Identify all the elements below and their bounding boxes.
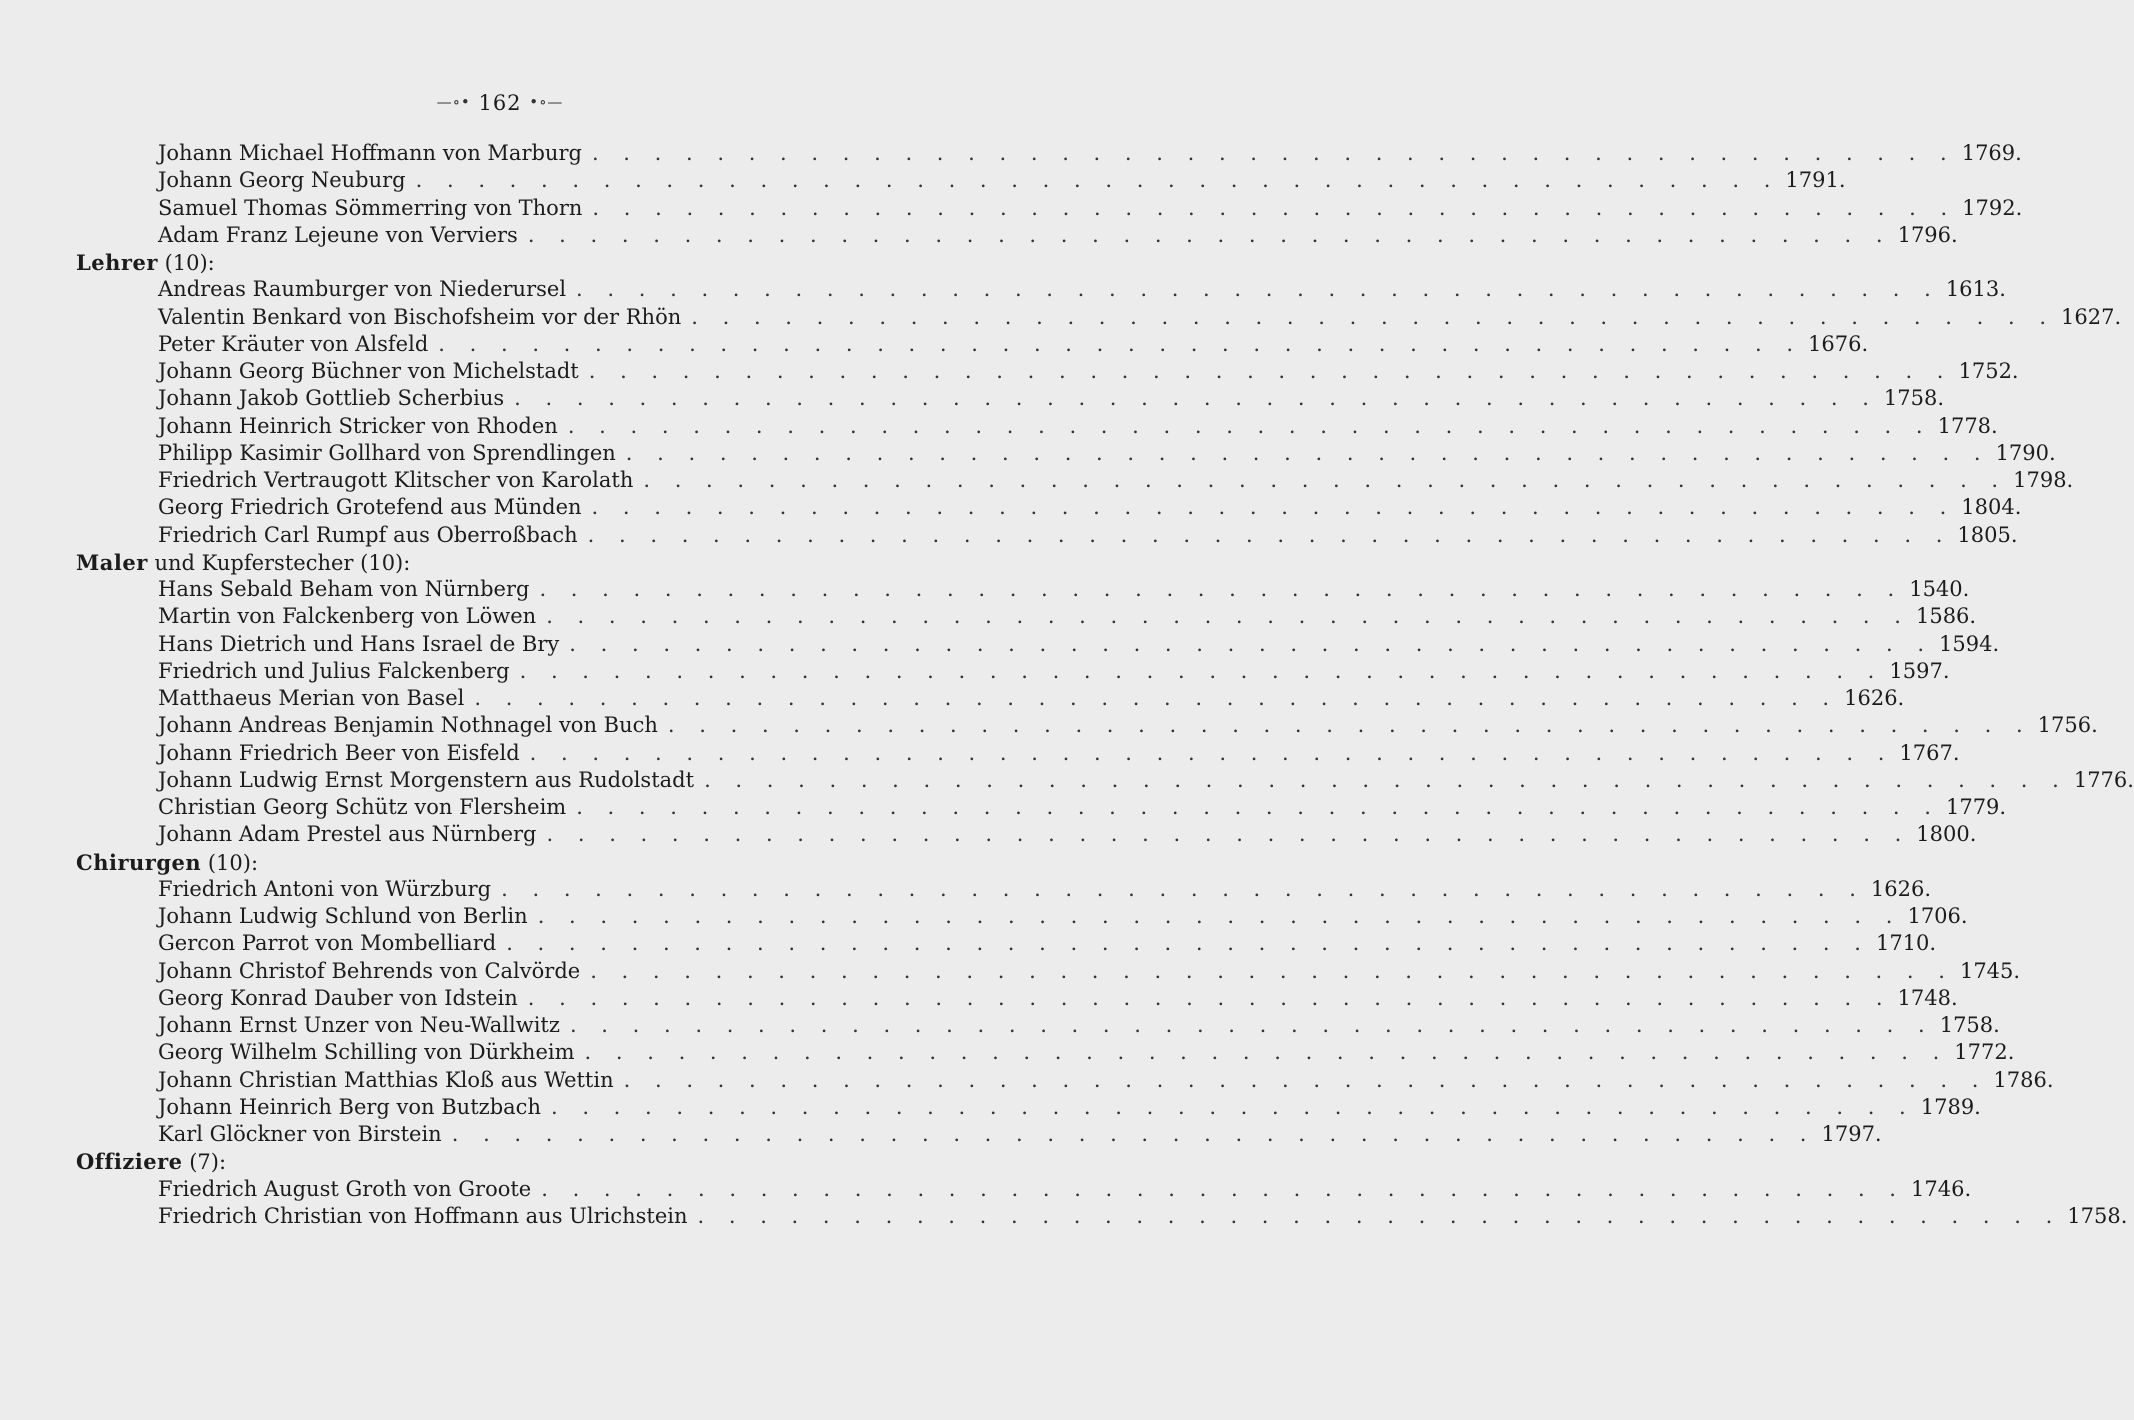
entry-name: Johann Ludwig Ernst Morgenstern aus Rudolstadt — [158, 767, 695, 792]
entry-name: Johann Georg Büchner von Michelstadt — [158, 359, 579, 383]
leader-dots: . . . . . . . . . . . . . . . . . . . . . . . . . . . . . . . . . . . . . . . . . . . . — [576, 277, 1940, 302]
entry-year: 1594. — [1939, 631, 2000, 656]
leader-dots: . . . . . . . . . . . . . . . . . . . . . . . . . . . . . . . . . . . . . . . . . . . . — [529, 740, 1894, 765]
leader-dots: . . . . . . . . . . . . . . . . . . . . . . . . . . . . . . . . . . . . . . . . . . . . — [527, 222, 1892, 247]
leader-dots: . . . . . . . . . . . . . . . . . . . . . . . . . . . . . . . . . . . . . . . . . . . . — [697, 1203, 2062, 1228]
leader-dots: . . . . . . . . . . . . . . . . . . . . . . . . . . . . . . . . . . . . . . . . . . . . — [590, 958, 1954, 983]
entry-year: 1626. — [1870, 876, 1932, 901]
entry-name: Adam Franz Lejeune von Verviers — [158, 222, 518, 247]
leader-dots: . . . . . . . . . . . . . . . . . . . . . . . . . . . . . . . . . . . . . . . . . . . . — [623, 1067, 1988, 1092]
section-heading — [0, 549, 905, 576]
entry-name: Samuel Thomas Sömmerring von Thorn — [158, 195, 583, 220]
entry-year: 1758. — [1883, 386, 1945, 411]
list-item — [0, 821, 1977, 848]
section-title: Chirurgen — [76, 849, 202, 875]
list-item — [0, 712, 2098, 739]
entry-name: Friedrich Antoni von Würzburg — [158, 876, 492, 901]
entry-name: Johann Heinrich Berg von Butzbach — [158, 1094, 541, 1119]
leader-dots: . . . . . . . . . . . . . . . . . . . . . . . . . . . . . . . . . . . . . . . . . . . . — [584, 1040, 1949, 1065]
entry-year: 1627. — [2061, 304, 2122, 329]
list-item — [0, 1039, 2015, 1066]
entry-year: 1706. — [1907, 904, 1968, 928]
header-ornament-left: —∘• — [436, 93, 471, 111]
leader-dots: . . . . . . . . . . . . . . . . . . . . . . . . . . . . . . . . . . . . . . . . . . . . — [625, 440, 1990, 465]
entry-name: Friedrich Vertraugott Klitscher von Karolath — [158, 468, 634, 492]
list-item — [0, 685, 1905, 712]
entry-year: 1791. — [1785, 168, 1846, 193]
leader-dots: . . . . . . . . . . . . . . . . . . . . . . . . . . . . . . . . . . . . . . . . . . . . — [588, 359, 1953, 383]
entry-year: 1597. — [1889, 658, 1950, 683]
leader-dots: . . . . . . . . . . . . . . . . . . . . . . . . . . . . . . . . . . . . . . . . . . . . — [592, 195, 1957, 220]
list-item — [0, 331, 1869, 358]
section-heading — [0, 249, 905, 276]
leader-dots: . . . . . . . . . . . . . . . . . . . . . . . . . . . . . . . . . . . . . . . . . . . . — [667, 713, 2032, 738]
entry-name: Johann Michael Hoffmann von Marburg — [158, 141, 582, 165]
section-heading — [0, 1148, 905, 1175]
list-item — [0, 385, 1945, 412]
entry-name: Johann Georg Neuburg — [158, 168, 406, 193]
entry-name: Johann Christian Matthias Kloß aus Wettin — [158, 1067, 614, 1092]
section-title-suffix: und Kupferstecher — [154, 550, 354, 575]
list-item — [0, 440, 2056, 467]
list-item — [0, 740, 1960, 767]
list-item — [0, 658, 1950, 685]
entry-name: Matthaeus Merian von Basel — [158, 686, 465, 710]
list-item — [0, 603, 1977, 630]
leader-dots: . . . . . . . . . . . . . . . . . . . . . . . . . . . . . . . . . . . . . . . . . . . . — [415, 168, 1780, 193]
leader-dots: . . . . . . . . . . . . . . . . . . . . . . . . . . . . . . . . . . . . . . . . . . . . — [506, 931, 1870, 956]
entry-year: 1676. — [1808, 331, 1869, 356]
entry-name: Andreas Raumburger von Niederursel — [158, 277, 567, 302]
leader-dots: . . . . . . . . . . . . . . . . . . . . . . . . . . . . . . . . . . . . . . . . . . . . — [691, 304, 2056, 329]
entry-name: Martin von Falckenberg von Löwen — [158, 604, 537, 629]
entry-name: Johann Ernst Unzer von Neu-Wallwitz — [158, 1013, 560, 1037]
entry-name: Peter Kräuter von Alsfeld — [158, 331, 429, 356]
entry-year: 1797. — [1821, 1122, 1882, 1146]
entry-name: Hans Dietrich und Hans Israel de Bry — [158, 631, 560, 656]
leader-dots: . . . . . . . . . . . . . . . . . . . . . . . . . . . . . . . . . . . . . . . . . . . . — [546, 822, 1911, 847]
entry-year: 1798. — [2013, 468, 2074, 492]
list-item — [0, 522, 2018, 549]
list-item — [0, 576, 1970, 603]
entry-year: 1626. — [1844, 686, 1905, 710]
leader-dots: . . . . . . . . . . . . . . . . . . . . . . . . . . . . . . . . . . . . . . . . . . . . — [539, 577, 1904, 601]
leader-dots: . . . . . . . . . . . . . . . . . . . . . . . . . . . . . . . . . . . . . . . . . . . . — [643, 468, 2008, 492]
leader-dots: . . . . . . . . . . . . . . . . . . . . . . . . . . . . . . . . . . . . . . . . . . . . — [567, 413, 1932, 438]
entry-name: Georg Friedrich Grotefend aus Münden — [158, 495, 582, 520]
entry-name: Johann Jakob Gottlieb Scherbius — [158, 386, 505, 411]
entry-name: Johann Heinrich Stricker von Rhoden — [158, 413, 558, 438]
entry-year: 1789. — [1920, 1094, 1981, 1119]
entry-year: 1805. — [1957, 522, 2018, 547]
leader-dots: . . . . . . . . . . . . . . . . . . . . . . . . . . . . . . . . . . . . . . . . . . . . — [519, 658, 1884, 683]
entry-year: 1800. — [1916, 822, 1977, 847]
entry-year: 1790. — [1995, 440, 2056, 465]
entry-year: 1746. — [1911, 1176, 1972, 1201]
list-item — [0, 876, 1932, 903]
entry-year: 1772. — [1954, 1040, 2015, 1065]
entry-name: Gercon Parrot von Mombelliard — [158, 931, 497, 956]
leader-dots: . . . . . . . . . . . . . . . . . . . . . . . . . . . . . . . . . . . . . . . . . . . . — [591, 495, 1956, 520]
leader-dots: . . . . . . . . . . . . . . . . . . . . . . . . . . . . . . . . . . . . . . . . . . . . — [569, 1013, 1934, 1037]
entry-name: Karl Glöckner von Birstein — [158, 1122, 442, 1146]
entry-name: Valentin Benkard von Bischofsheim vor der Rhön — [158, 304, 682, 329]
entry-year: 1769. — [1961, 141, 2022, 165]
entry-year: 1786. — [1993, 1067, 2054, 1092]
leader-dots: . . . . . . . . . . . . . . . . . . . . . . . . . . . . . . . . . . . . . . . . . . . . — [591, 141, 1956, 165]
list-item — [0, 985, 1958, 1012]
entry-year: 1540. — [1909, 577, 1970, 601]
leader-dots: . . . . . . . . . . . . . . . . . . . . . . . . . . . . . . . . . . . . . . . . . . . . — [451, 1122, 1816, 1146]
entry-year: 1796. — [1897, 222, 1958, 247]
list-item — [0, 1203, 2128, 1230]
list-item — [0, 1067, 2054, 1094]
entry-name: Georg Wilhelm Schilling von Dürkheim — [158, 1040, 575, 1065]
leader-dots: . . . . . . . . . . . . . . . . . . . . . . . . . . . . . . . . . . . . . . . . . . . . — [527, 985, 1892, 1010]
entry-name: Friedrich August Groth von Groote — [158, 1176, 532, 1201]
section-count: (10): — [360, 550, 411, 575]
section-count: (10): — [207, 850, 259, 875]
entry-year: 1778. — [1937, 413, 1998, 438]
entry-year: 1613. — [1945, 277, 2006, 302]
leader-dots: . . . . . . . . . . . . . . . . . . . . . . . . . . . . . . . . . . . . . . . . . . . . — [550, 1094, 1915, 1119]
leader-dots: . . . . . . . . . . . . . . . . . . . . . . . . . . . . . . . . . . . . . . . . . . . . — [576, 795, 1940, 819]
list-item — [0, 631, 2000, 658]
entry-name: Friedrich Carl Rumpf aus Oberroßbach — [158, 522, 578, 547]
leader-dots: . . . . . . . . . . . . . . . . . . . . . . . . . . . . . . . . . . . . . . . . . . . . — [514, 386, 1878, 411]
entry-name: Friedrich und Julius Falckenberg — [158, 658, 510, 683]
entry-year: 1804. — [1961, 495, 2022, 520]
entry-name: Hans Sebald Beham von Nürnberg — [158, 577, 530, 601]
list-item — [0, 767, 2134, 794]
list-item — [0, 1012, 2000, 1039]
entry-year: 1792. — [1962, 195, 2023, 220]
leader-dots: . . . . . . . . . . . . . . . . . . . . . . . . . . . . . . . . . . . . . . . . . . . . — [587, 522, 1952, 547]
list-item — [0, 494, 2022, 521]
entry-year: 1756. — [2037, 713, 2098, 738]
section-count: (7): — [189, 1150, 227, 1175]
section-title: Lehrer — [76, 250, 158, 275]
list-item — [0, 1176, 1972, 1203]
section-title: Offiziere — [76, 1149, 183, 1175]
section-heading — [0, 849, 905, 876]
leader-dots: . . . . . . . . . . . . . . . . . . . . . . . . . . . . . . . . . . . . . . . . . . . . — [569, 631, 1934, 656]
leader-dots: . . . . . . . . . . . . . . . . . . . . . . . . . . . . . . . . . . . . . . . . . . . . — [474, 686, 1839, 710]
list-item — [0, 140, 2022, 167]
entry-name: Johann Ludwig Schlund von Berlin — [158, 904, 528, 928]
list-item — [0, 167, 1846, 194]
list-item — [0, 467, 2074, 494]
leader-dots: . . . . . . . . . . . . . . . . . . . . . . . . . . . . . . . . . . . . . . . . . . . . — [541, 1176, 1905, 1201]
list-item — [0, 958, 2021, 985]
register-list — [0, 140, 2134, 1230]
section-title: Maler — [76, 549, 148, 575]
entry-year: 1745. — [1959, 958, 2021, 983]
list-item — [0, 930, 1937, 957]
list-item — [0, 358, 2019, 385]
entry-name: Georg Konrad Dauber von Idstein — [158, 985, 518, 1010]
list-item — [0, 794, 2007, 821]
list-item — [0, 1121, 1882, 1148]
list-item — [0, 276, 2006, 303]
list-item — [0, 304, 2122, 331]
entry-name: Johann Friedrich Beer von Eisfeld — [158, 740, 520, 765]
entry-year: 1776. — [2073, 767, 2134, 792]
header-ornament-right: •∘— — [529, 93, 564, 111]
list-item — [0, 413, 1998, 440]
section-count: (10): — [164, 251, 215, 275]
leader-dots: . . . . . . . . . . . . . . . . . . . . . . . . . . . . . . . . . . . . . . . . . . . . — [438, 331, 1803, 356]
entry-year: 1767. — [1899, 740, 1960, 765]
leader-dots: . . . . . . . . . . . . . . . . . . . . . . . . . . . . . . . . . . . . . . . . . . . . — [704, 767, 2068, 792]
list-item — [0, 222, 1958, 249]
list-item — [0, 195, 2023, 222]
entry-year: 1779. — [1945, 795, 2007, 819]
entry-name: Christian Georg Schütz von Flersheim — [158, 795, 567, 819]
entry-year: 1758. — [2067, 1203, 2128, 1228]
entry-year: 1748. — [1897, 985, 1958, 1010]
list-item — [0, 1094, 1981, 1121]
leader-dots: . . . . . . . . . . . . . . . . . . . . . . . . . . . . . . . . . . . . . . . . . . . . — [546, 604, 1910, 629]
leader-dots: . . . . . . . . . . . . . . . . . . . . . . . . . . . . . . . . . . . . . . . . . . . . — [537, 904, 1902, 928]
entry-year: 1586. — [1915, 604, 1977, 629]
list-item — [0, 903, 1968, 930]
entry-year: 1752. — [1958, 359, 2019, 383]
entry-year: 1710. — [1875, 931, 1937, 956]
page-number: 162 — [478, 91, 522, 115]
entry-name: Johann Andreas Benjamin Nothnagel von Buch — [158, 713, 658, 738]
entry-name: Johann Christof Behrends von Calvörde — [158, 958, 581, 983]
entry-year: 1758. — [1939, 1013, 2000, 1037]
leader-dots: . . . . . . . . . . . . . . . . . . . . . . . . . . . . . . . . . . . . . . . . . . . . — [501, 876, 1865, 901]
page-header — [0, 88, 1000, 117]
entry-name: Johann Adam Prestel aus Nürnberg — [158, 822, 537, 847]
entry-name: Philipp Kasimir Gollhard von Sprendlingen — [158, 440, 616, 465]
entry-name: Friedrich Christian von Hoffmann aus Ulrichstein — [158, 1203, 688, 1228]
